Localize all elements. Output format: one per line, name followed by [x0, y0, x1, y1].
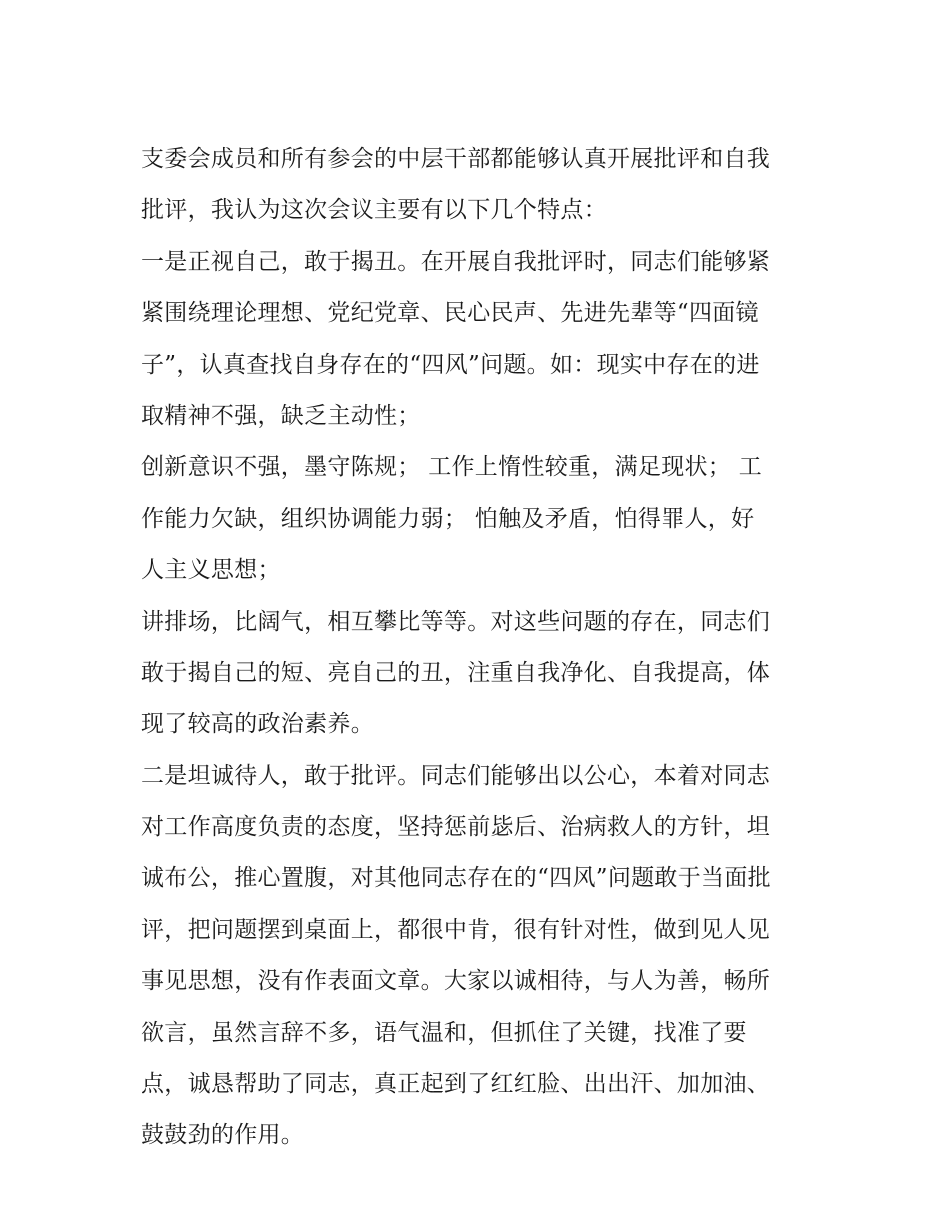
text-line: 紧围绕理论理想、党纪党章、民心民声、先进先辈等“四面镜 — [141, 300, 759, 327]
text-line: 二是坦诚待人，敢于批评。同志们能够出以公心，本着对同志 — [141, 762, 771, 789]
text-line: 事见思想，没有作表面文章。大家以诚相待，与人为善，畅所 — [141, 968, 771, 995]
text-line: 点，诚恳帮助了同志，真正起到了红红脸、出出汗、加加油、 — [141, 1071, 771, 1098]
text-line: 创新意识不强，墨守陈规； 工作上惰性较重，满足现状； 工 — [141, 454, 763, 481]
text-line: 作能力欠缺，组织协调能力弱； 怕触及矛盾，怕得罪人，好 — [141, 505, 755, 532]
text-line: 支委会成员和所有参会的中层干部都能够认真开展批评和自我 — [141, 146, 771, 172]
text-line: 现了较高的政治素养。 — [141, 711, 374, 738]
text-line: 子”，认真查找自身存在的“四风”问题。如：现实中存在的进 — [141, 351, 760, 378]
text-line: 对工作高度负责的态度，坚持惩前毖后、治病救人的方针，坦 — [141, 814, 771, 841]
text-line: 人主义思想； — [141, 557, 281, 584]
text-line: 诚布公，推心置腹，对其他同志存在的“四风”问题敢于当面批 — [141, 865, 771, 892]
text-line: 讲排场，比阔气，相互攀比等等。对这些问题的存在，同志们 — [141, 608, 771, 635]
text-line: 欲言，虽然言辞不多，语气温和，但抓住了关键，找准了要 — [141, 1019, 747, 1046]
text-line: 批评，我认为这次会议主要有以下几个特点： — [141, 197, 607, 224]
text-line: 鼓鼓劲的作用。 — [141, 1122, 305, 1149]
text-line: 一是正视自己，敢于揭丑。在开展自我批评时，同志们能够紧 — [141, 248, 771, 275]
text-line: 取精神不强，缺乏主动性； — [141, 402, 421, 429]
text-line: 评，把问题摆到桌面上，都很中肯，很有针对性，做到见人见 — [141, 916, 771, 943]
text-line: 敢于揭自己的短、亮自己的丑，注重自我净化、自我提高，体 — [141, 659, 771, 686]
document-body-text — [141, 134, 841, 1162]
